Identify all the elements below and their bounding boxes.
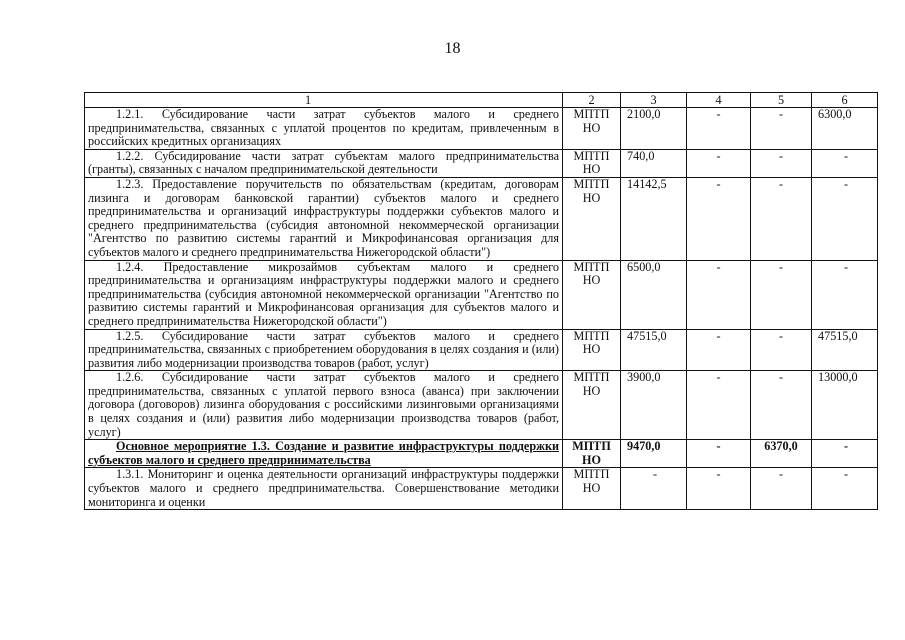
executor-cell: МПТП НО bbox=[563, 440, 621, 468]
description-text: Основное мероприятие 1.3. Создание и развитие инфраструктуры поддержки субъектов малого и среднего предпринимательства bbox=[88, 439, 559, 467]
measure-description bbox=[85, 149, 563, 177]
header-cell-1: 1 bbox=[85, 93, 563, 108]
measure-description bbox=[85, 177, 563, 260]
value-col4: - bbox=[687, 371, 751, 440]
value-col6: 6300,0 bbox=[812, 108, 878, 150]
description-text: 1.2.4. Предоставление микрозаймов субъектам малого и среднего предпринимательства и организациям инфраструктуры поддержки малого и среднего предпринимательства (субсидия автономной некоммерческой организации "Агентство по развитию системы гарантий и Микрофинансовая организация для субъектов малого и среднего предпринимательства Нижегородской области") bbox=[88, 259, 559, 328]
executor-cell: МПТП НО bbox=[563, 177, 621, 260]
measure-description bbox=[85, 108, 563, 150]
table-body bbox=[85, 108, 878, 510]
table-row bbox=[85, 260, 878, 329]
table-row bbox=[85, 108, 878, 150]
value-col4: - bbox=[687, 468, 751, 510]
executor-cell: МПТП НО bbox=[563, 329, 621, 371]
value-col3: 9470,0 bbox=[621, 440, 687, 468]
table-row bbox=[85, 371, 878, 440]
executor-cell: МПТП НО bbox=[563, 371, 621, 440]
header-cell-3: 3 bbox=[621, 93, 687, 108]
description-text: 1.2.6. Субсидирование части затрат субъектов малого и среднего предпринимательства, связанных с уплатой первого взноса (аванса) при заключении договора (договоров) лизинга оборудования с российскими лизинговыми организациями в целях создания и (или) развития либо модернизации производства товаров (работ, услуг) bbox=[88, 370, 559, 439]
value-col4: - bbox=[687, 440, 751, 468]
table-row bbox=[85, 468, 878, 510]
header-cell-4: 4 bbox=[687, 93, 751, 108]
value-col3: - bbox=[621, 468, 687, 510]
measure-description bbox=[85, 260, 563, 329]
table-row bbox=[85, 440, 878, 468]
executor-cell: МПТП НО bbox=[563, 108, 621, 150]
value-col6: - bbox=[812, 149, 878, 177]
value-col5: - bbox=[751, 468, 812, 510]
description-text: 1.2.3. Предоставление поручительств по обязательствам (кредитам, договорам лизинга и договорам банковской гарантии) субъектов малого и среднего предпринимательства и организаций инфраструктуры поддержки субъектов малого и среднего предпринимательства (субсидия автономной некоммерческой организации "Агентство по развитию системы гарантий и Микрофинансовая организация для субъектов малого и среднего предпринимательства Нижегородской области") bbox=[88, 176, 559, 259]
value-col3: 3900,0 bbox=[621, 371, 687, 440]
table-row bbox=[85, 149, 878, 177]
header-cell-5: 5 bbox=[751, 93, 812, 108]
page-number: 18 bbox=[444, 40, 461, 57]
value-col5: - bbox=[751, 177, 812, 260]
measure-description bbox=[85, 329, 563, 371]
value-col5: - bbox=[751, 260, 812, 329]
value-col5: 6370,0 bbox=[751, 440, 812, 468]
value-col6: 47515,0 bbox=[812, 329, 878, 371]
value-col6: - bbox=[812, 440, 878, 468]
value-col6: - bbox=[812, 468, 878, 510]
description-text: 1.2.1. Субсидирование части затрат субъектов малого и среднего предпринимательства, связанных с уплатой процентов по кредитам, привлеченным в российских кредитных организациях bbox=[88, 107, 559, 149]
table-row bbox=[85, 329, 878, 371]
header-cell-2: 2 bbox=[563, 93, 621, 108]
measure-description bbox=[85, 468, 563, 510]
description-text: 1.2.5. Субсидирование части затрат субъектов малого и среднего предпринимательства, связанных с приобретением оборудования в целях создания и (или) развития либо модернизации производства товаров (работ, услуг) bbox=[88, 328, 559, 370]
measure-description bbox=[85, 440, 563, 468]
program-measures-table bbox=[84, 92, 878, 510]
executor-cell: МПТП НО bbox=[563, 260, 621, 329]
value-col6: - bbox=[812, 177, 878, 260]
value-col3: 2100,0 bbox=[621, 108, 687, 150]
value-col6: 13000,0 bbox=[812, 371, 878, 440]
table-header-row bbox=[85, 93, 878, 108]
value-col4: - bbox=[687, 108, 751, 150]
value-col5: - bbox=[751, 371, 812, 440]
value-col3: 740,0 bbox=[621, 149, 687, 177]
value-col4: - bbox=[687, 177, 751, 260]
value-col4: - bbox=[687, 149, 751, 177]
value-col3: 14142,5 bbox=[621, 177, 687, 260]
table-row bbox=[85, 177, 878, 260]
description-text: 1.2.2. Субсидирование части затрат субъектам малого предпринимательства (гранты), связанных с началом предпринимательской деятельности bbox=[88, 148, 559, 177]
value-col5: - bbox=[751, 108, 812, 150]
value-col5: - bbox=[751, 149, 812, 177]
header-cell-6: 6 bbox=[812, 93, 878, 108]
value-col4: - bbox=[687, 260, 751, 329]
executor-cell: МПТП НО bbox=[563, 149, 621, 177]
value-col3: 47515,0 bbox=[621, 329, 687, 371]
value-col5: - bbox=[751, 329, 812, 371]
value-col3: 6500,0 bbox=[621, 260, 687, 329]
executor-cell: МПТП НО bbox=[563, 468, 621, 510]
measure-description bbox=[85, 371, 563, 440]
description-text: 1.3.1. Мониторинг и оценка деятельности организаций инфраструктуры поддержки субъектов малого и среднего предпринимательства. Совершенствование методики мониторинга и оценки bbox=[88, 467, 559, 509]
value-col6: - bbox=[812, 260, 878, 329]
value-col4: - bbox=[687, 329, 751, 371]
